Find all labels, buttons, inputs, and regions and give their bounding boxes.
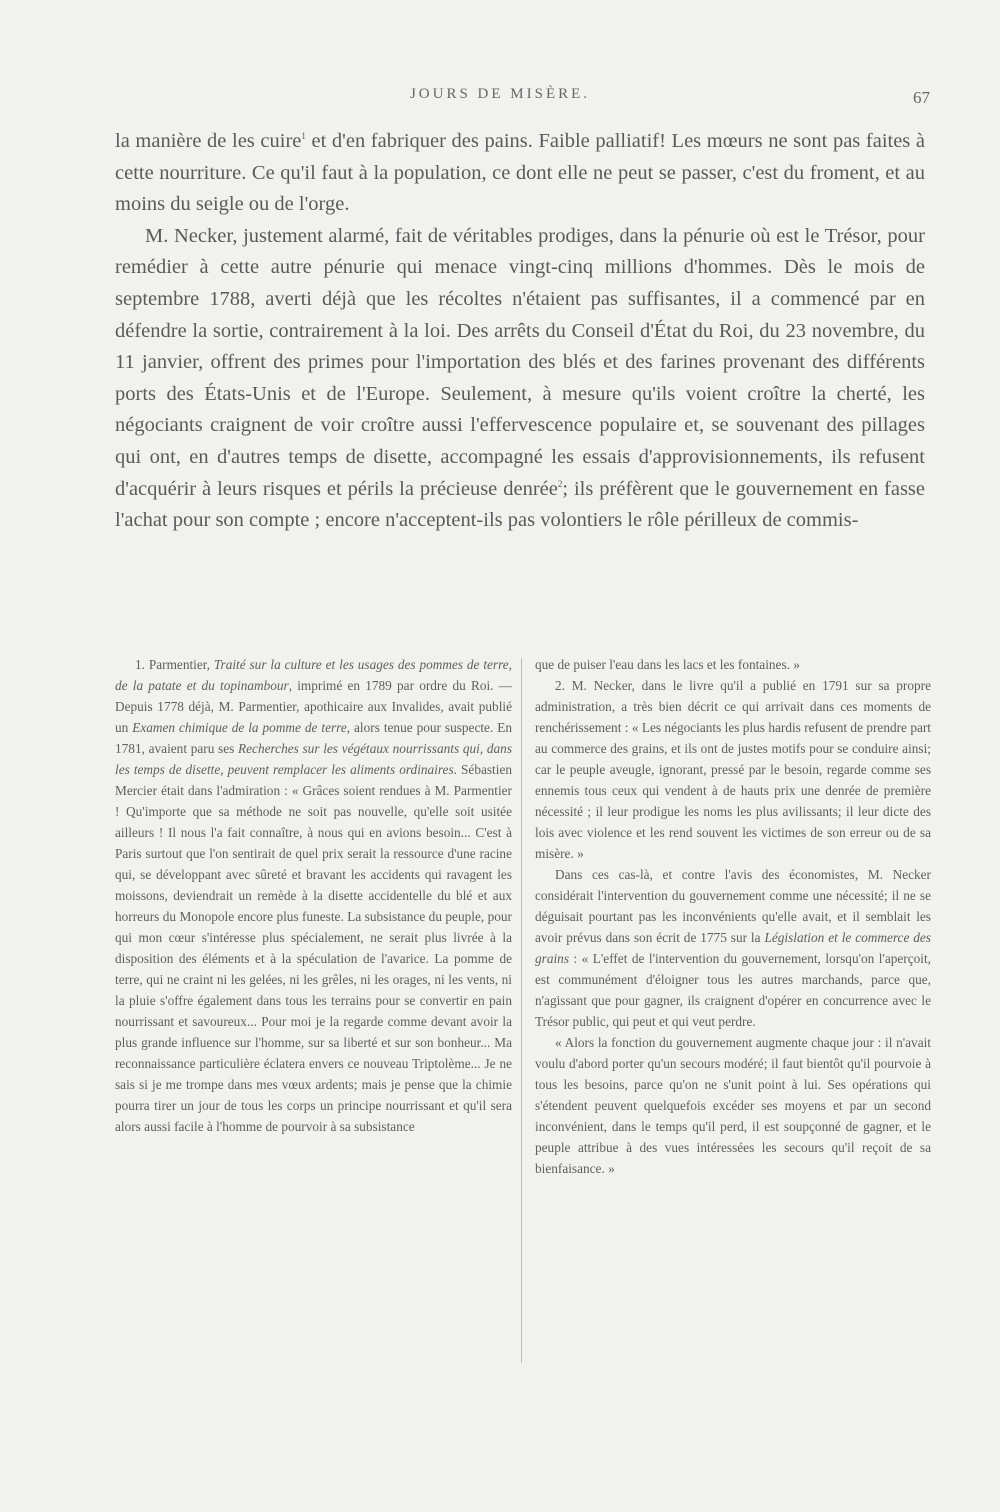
footnotes-right-column: [535, 654, 931, 1179]
text-span: 1. Parmentier,: [135, 657, 214, 672]
text-span: la manière de les cuire: [115, 130, 302, 152]
text-span: et d'en fabriquer des pains. Faible palliatif! Les mœurs ne sont pas faites à cette nourriture. Ce qu'il faut à la population, ce dont elle ne peut se passer, c'est du froment, et au moins du seigle ou de l'orge.: [115, 130, 926, 216]
page-number: 67: [913, 88, 930, 107]
book-title: Recherches sur les végétaux nourrissants qui, dans les temps de disette, peuvent remplacer les aliments ordinaires: [115, 741, 512, 777]
footnote-2-paragraph-3: « Alors la fonction du gouvernement augmente chaque jour : il n'avait voulu d'abord porter qu'un secours modéré; il faut bientôt qu'il pourvoie à tous les besoins, parce qu'on ne s'unit point à lui. Ses opérations qui s'étendent peuvent quelquefois excéder ses moyens et par un second inconvénient, dans le temps qu'il perd, il est soupçonné de gagner, et le peuple attribue à des vues intéressées les secours qu'il reçoit de sa bienfaisance. »: [535, 1035, 931, 1176]
text-span: . Sébastien Mercier était dans l'admiration : « Grâces soient rendues à M. Parmentier ! Qu'importe que sa méthode ne soit pas nouvelle, qu'elle soit usitée ailleurs ! Il nous l'a fait connaître, à nous qui en avions besoin... C'est à Paris surtout que l'on sentirait de quel prix serait la ressource d'une racine qui, se développant avec sûreté et bravant les accidents qui ravagent les moissons, deviendrait un remède à la disette accidentelle du blé et aux horreurs du Monopole encore plus funeste. La subsistance du peuple, pour qui mon cœur s'intéresse plus spécialement, ne serait plus livrée à la disposition des éléments et à la spéculation de l'avarice. La pomme de terre, qui ne craint ni les gelées, ni les grêles, ni les orages, ni les vents, ni la pluie s'offre également dans tous les terrains pour se convertir en pain nourrissant et savoureux... Pour moi je la regarde comme devant avoir la plus grande influence sur l'homme, sur sa liberté et sur son bonheur... Ma reconnaissance particulière éclatera envers ce nouveau Triptolème... Je ne sais si je me trompe dans mes vœux ardents; mais je pense que la chimie pourra tirer un jour de tous les corps un principe nourrissant et qu'il sera alors aussi facile à l'homme de pourvoir à sa subsistance: [115, 762, 512, 1134]
footnote-1-continued: que de puiser l'eau dans les lacs et les fontaines. »: [535, 657, 800, 672]
text-span: : « L'effet de l'intervention du gouvernement, lorsqu'on l'aperçoit, est communément d'éloigner tous les autres marchands, parce que, n'agissant que pour gagner, ils craignent d'opérer en concurrence avec le Trésor public, qui peut et qui veut perdre.: [535, 951, 931, 1029]
column-divider: [521, 658, 522, 1363]
paragraph-1: [115, 126, 925, 221]
footnote-1: [115, 654, 512, 1137]
book-title: Examen chimique de la pomme de terre: [132, 720, 347, 735]
footnote-2: 2. M. Necker, dans le livre qu'il a publié en 1791 sur sa propre administration, a très bien décrit ce qui arrivait dans ces moments de renchérissement : « Les négociants les plus hardis refusent de prendre part au commerce des grains, et ils ont de justes motifs pour se conduire ainsi; car le peuple aveugle, ignorant, pressé par le besoin, regarde comme ses ennemis tous ceux qui vendent à de hauts prix une denrée de première nécessité ; il leur prodigue les noms les plus avilissants; il leur dicte des lois avec violence et les rend souvent les victimes de son erreur ou de sa misère. »: [535, 678, 931, 861]
book-title: Législation et le commerce des grains: [535, 930, 931, 966]
book-title: Traité sur la culture et les usages des pommes de terre, de la patate et du topinambour: [115, 657, 513, 693]
running-head: JOURS DE MISÈRE.: [409, 86, 591, 102]
footnote-ref-1: 1: [301, 131, 306, 142]
footnote-ref-2: 2: [557, 478, 563, 489]
text-span: M. Necker, justement alarmé, fait de véritables prodiges, dans la pénurie où est le Trésor, pour remédier à cette autre pénurie qui menace vingt-cinq millions d'hommes. Dès le mois de septembre 1788, averti déjà que les récoltes n'étaient pas suffisantes, il a commencé par en défendre la sortie, contrairement à la loi. Des arrêts du Conseil d'État du Roi, du 23 novembre, du 11 janvier, offrent des primes pour l'importation des blés et des farines provenant des différents ports des États-Unis et de l'Europe. Seulement, à mesure qu'ils voient croître la cherté, les négociants craignent de voir croître aussi l'effervescence populaire et, se souvenant des pillages qui ont, en d'autres temps de disette, accompagné les essais d'approvisionnements, ils refusent d'acquérir à leurs risques et périls la précieuse denrée: [115, 224, 925, 500]
footnotes-left-column: [115, 654, 512, 1137]
text-span: , imprimé en 1789 par ordre du Roi. — Depuis 1778 déjà, M. Parmentier, apothicaire aux Invalides, avait publié un: [115, 678, 512, 735]
footnote-2-paragraph-2: [535, 864, 931, 1032]
text-span: , alors tenue pour suspecte. En 1781, avaient paru ses: [115, 720, 512, 756]
text-span: Dans ces cas-là, et contre l'avis des économistes, M. Necker considérait l'intervention du gouvernement comme une nécessité; il ne se déguisait pourtant pas les inconvénients qu'elle avait, et il semblait les avoir prévus dans son écrit de 1775 sur la: [535, 867, 931, 945]
paragraph-2: [115, 221, 925, 537]
main-text: [115, 126, 925, 537]
text-span: ; ils préfèrent que le gouvernement en fasse l'achat pour son compte ; encore n'acceptent-ils pas volontiers le rôle périlleux de commis-: [115, 477, 925, 532]
